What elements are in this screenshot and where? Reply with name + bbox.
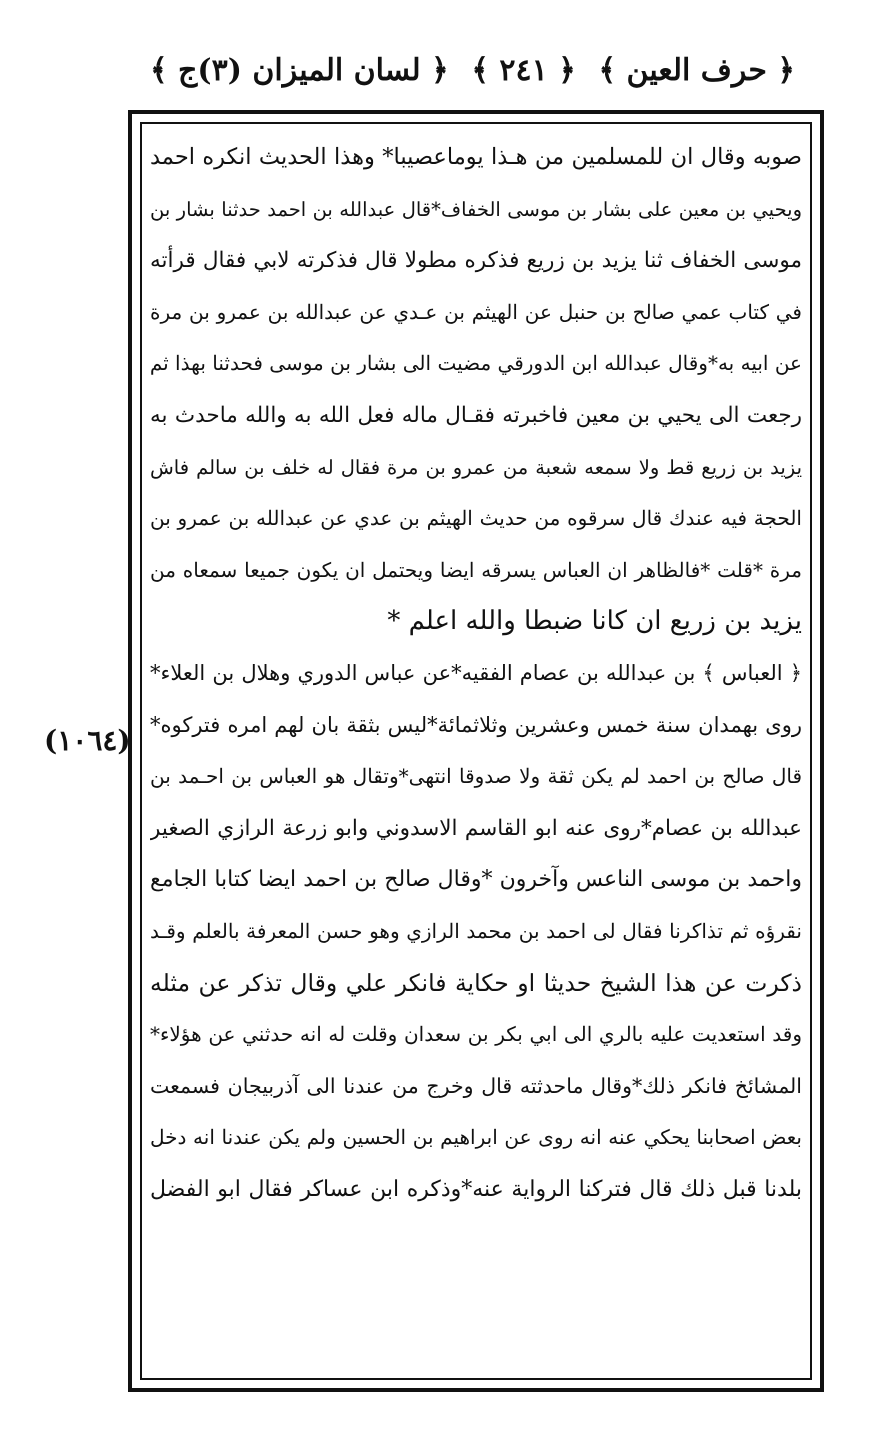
text-line: بعض اصحابنا يحكي عنه انه روى عن ابراهيم بن الحسين ولم يكن عندنا انه دخل <box>150 1125 802 1150</box>
section-title: ﴿ حرف العين ﴾ <box>598 52 795 88</box>
text-line: رجعت الى يحيي بن معين فاخبرته فقـال ماله فعل الله به والله ماحدث به <box>150 402 802 428</box>
body-text <box>150 132 802 1372</box>
book-title: ﴿ لسان الميزان (٣)ج ﴾ <box>150 52 449 88</box>
text-line: روى بهمدان سنة خمس وعشرين وثلاثمائة*ليس بثقة بان لهم امره فتركوه* <box>150 712 802 737</box>
text-line: واحمد بن موسى الناعس وآخرون *وقال صالح بن احمد ايضا كتابا الجامع <box>150 867 802 893</box>
text-line: بلدنا قبل ذلك قال فتركنا الرواية عنه*وذكره ابن عساكر فقال ابو الفضل <box>150 1176 802 1202</box>
text-line: المشائخ فانكر ذلك*وقال ماحدثته قال وخرج من عندنا الى آذربيجان فسمعت <box>150 1073 802 1098</box>
text-line: قال صالح بن احمد لم يكن ثقة ولا صدوقا انتهى*وتقال هو العباس بن احـمد بن <box>150 764 802 789</box>
text-line: عبدالله بن عصام*روى عنه ابو القاسم الاسدوني وابو زرعة الرازي الصغير <box>150 815 802 841</box>
entry-heading-line: ﴿ العباس ﴾ بن عبدالله بن عصام الفقيه*عن عباس الدوري وهلال بن العلاء* <box>150 660 802 685</box>
margin-entry-number: (١٠٦٤) <box>44 724 131 757</box>
text-line: يزيد بن زريع ان كانا ضبطا والله اعلم * <box>387 606 802 637</box>
text-line: ويحيي بن معين على بشار بن موسى الخفاف*قال عبدالله بن احمد حدثنا بشار بن <box>150 197 802 221</box>
text-line: الحجة فيه عندك قال سرقوه من حديث الهيثم بن عدي عن عبدالله بن عمرو بن <box>150 506 802 531</box>
page-header <box>150 38 795 102</box>
text-line: نقرؤه ثم تذاكرنا فقال لى احمد بن محمد الرازي وهو حسن المعرفة بالعلم وقـد <box>150 918 802 943</box>
text-line: يزيد بن زريع قط ولا سمعه شعبة من عمرو بن مرة فقال له خلف بن سالم فاش <box>150 455 802 479</box>
text-line: صوبه وقال ان للمسلمين من هـذا يوماعصيبا* وهذا الحديث انكره احمد <box>150 144 802 170</box>
text-line: عن ابيه به*وقال عبدالله ابن الدورقي مضيت الى بشار بن موسى فحدثنا بهذا ثم <box>150 351 802 376</box>
text-line: في كتاب عمي صالح بن حنبل عن الهيثم بن عـدي عن عبدالله بن عمرو بن مرة <box>150 299 802 324</box>
text-line: وقد استعديت عليه بالري الى ابي بكر بن سعدان وقلت له انه حدثني عن هؤلاء* <box>150 1022 802 1047</box>
text-line: موسى الخفاف ثنا يزيد بن زريع فذكره مطولا قال فذكرته لابي فقال قرأته <box>150 248 802 274</box>
page-number: ﴿ ٢٤١ ﴾ <box>471 52 576 88</box>
text-line: مرة *قلت *فالظاهر ان العباس يسرقه ايضا ويحتمل ان يكون جميعا سمعاه من <box>150 557 802 582</box>
text-line: ذكرت عن هذا الشيخ حديثا او حكاية فانكر علي وقال تذكر عن مثله <box>150 968 802 997</box>
